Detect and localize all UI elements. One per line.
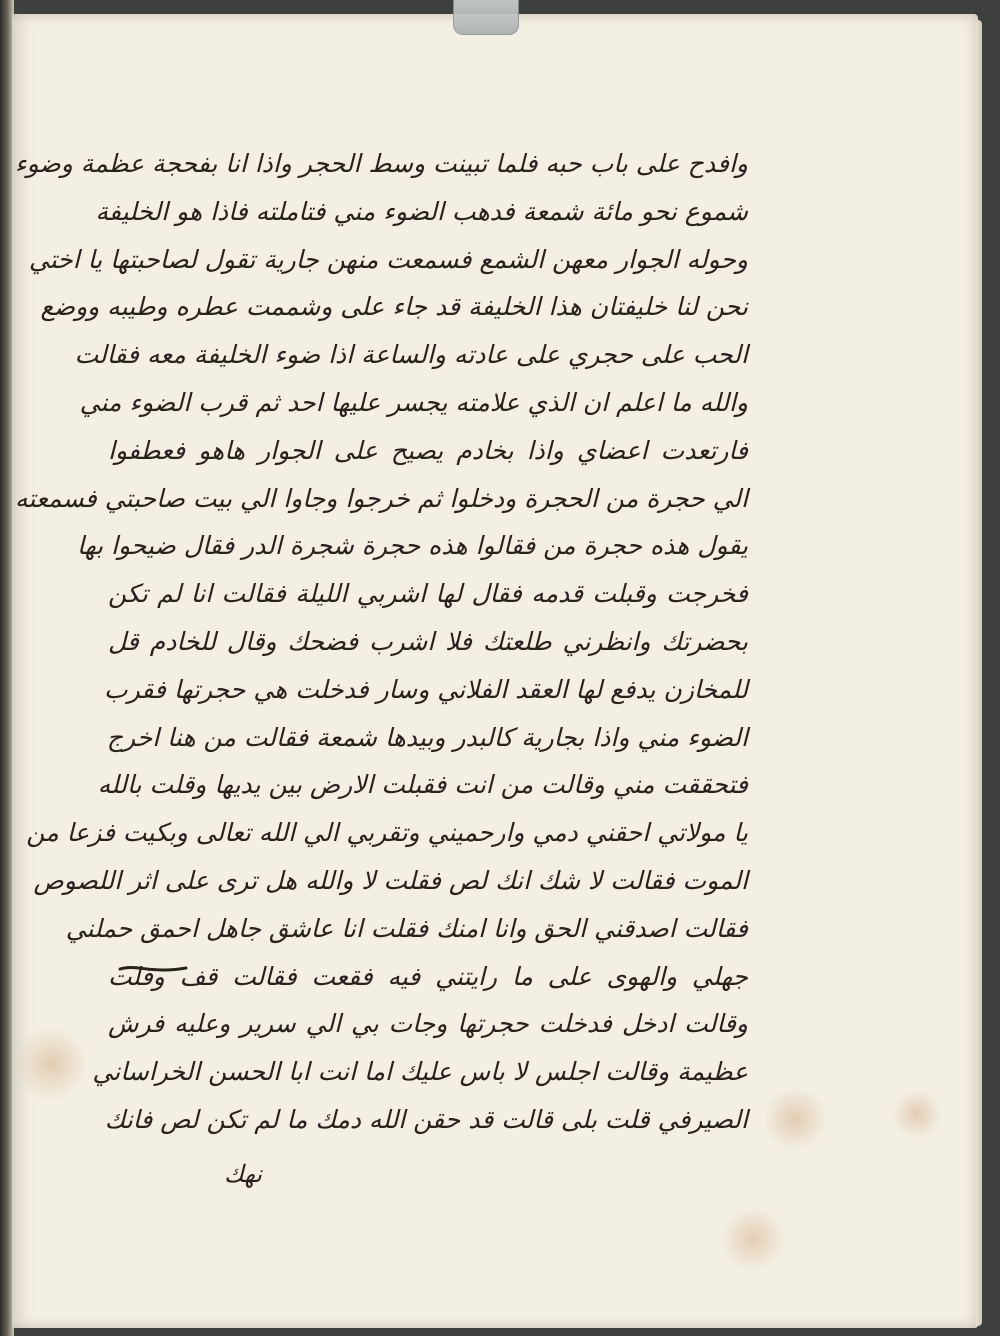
manuscript-line-15: يا مولاتي احقني دمي وارحميني وتقربي الي الله تعالى وبكيت فزعا من [26, 818, 748, 848]
manuscript-line-1: وافدح على باب حبه فلما تبينت وسط الحجر واذا انا بفحجة عظمة وضوء [14, 149, 748, 178]
manuscript-line-9: يقول هذه حجرة من فقالوا هذه حجرة شجرة الدر فقال ضيحوا بها [77, 531, 748, 561]
paper-stain [16, 1024, 86, 1104]
manuscript-line-2: شموع نحو مائة شمعة فدهب الضوء مني فتاملته فاذا هو الخليفة [95, 196, 748, 226]
manuscript-line-6: والله ما اعلم ان الذي علامته يجسر عليها احد ثم قرب الضوء مني [79, 387, 748, 417]
manuscript-line-18: جهلي والهوى على ما رايتني فيه فقعت فقالت قف وقلت [108, 961, 748, 991]
manuscript-line-16: الموت فقالت لا شك انك لص فقلت لا والله هل ترى على اثر اللصوص [33, 865, 748, 895]
manuscript-line-17: فقالت اصدقني الحق وانا امنك فقلت انا عاشق جاهل احمق حملني [65, 913, 748, 943]
manuscript-line-12: للمخازن يدفع لها العقد الفلاني وسار فدخلت هي حجرتها فقرب [104, 674, 748, 704]
paper-stain [892, 1089, 942, 1139]
manuscript-line-5: الحب على حجري على عادته والساعة اذا ضوء الخليفة معه فقالت [74, 340, 748, 370]
manuscript-line-3: وحوله الجوار معهن الشمع فسمعت منهن جارية تقول لصاحبتها يا اختي [28, 244, 748, 274]
manuscript-line-7: فارتعدت اعضاي واذا بخادم يصيح على الجوار هاهو فعطفوا [108, 435, 748, 465]
manuscript-line-4: نحن لنا خليفتان هذا الخليفة قد جاء على وشممت عطره وطيبه ووضع [40, 292, 748, 322]
manuscript-line-11: بحضرتك وانظرني طلعتك فلا اشرب فضحك وقال للخادم قل [108, 626, 748, 656]
paper-stain [760, 1089, 830, 1149]
manuscript-line-14: فتحققت مني وقالت من انت فقبلت الارض بين يديها وقلت بالله [97, 770, 748, 800]
paper-stain [718, 1209, 788, 1269]
manuscript-line-19: وقالت ادخل فدخلت حجرتها وجات بي الي سرير وعليه فرش [108, 1009, 748, 1039]
manuscript-text [14, 140, 748, 1144]
page-edge [976, 20, 982, 1326]
manuscript-line-13: الضوء مني واذا بجارية كالبدر وبيدها شمعة فقالت من هنا اخرج [106, 722, 748, 752]
manuscript-line-10: فخرجت وقبلت قدمه فقال لها اشربي الليلة فقالت انا لم تكن [108, 579, 748, 609]
line-end-flourish [118, 962, 188, 976]
manuscript-line-8: الي حجرة من الحجرة ودخلوا ثم خرجوا وجاوا الي بيت صاحبتي فسمعته [15, 483, 748, 513]
manuscript-line-21: الصيرفي قلت بلى قالت قد حقن الله دمك ما لم تكن لص فانك [104, 1104, 748, 1134]
manuscript-line-20: عظيمة وقالت اجلس لا باس عليك اما انت ابا الحسن الخراساني [92, 1057, 748, 1087]
catchword: نهك [224, 1160, 262, 1188]
page-clip [453, 0, 519, 35]
